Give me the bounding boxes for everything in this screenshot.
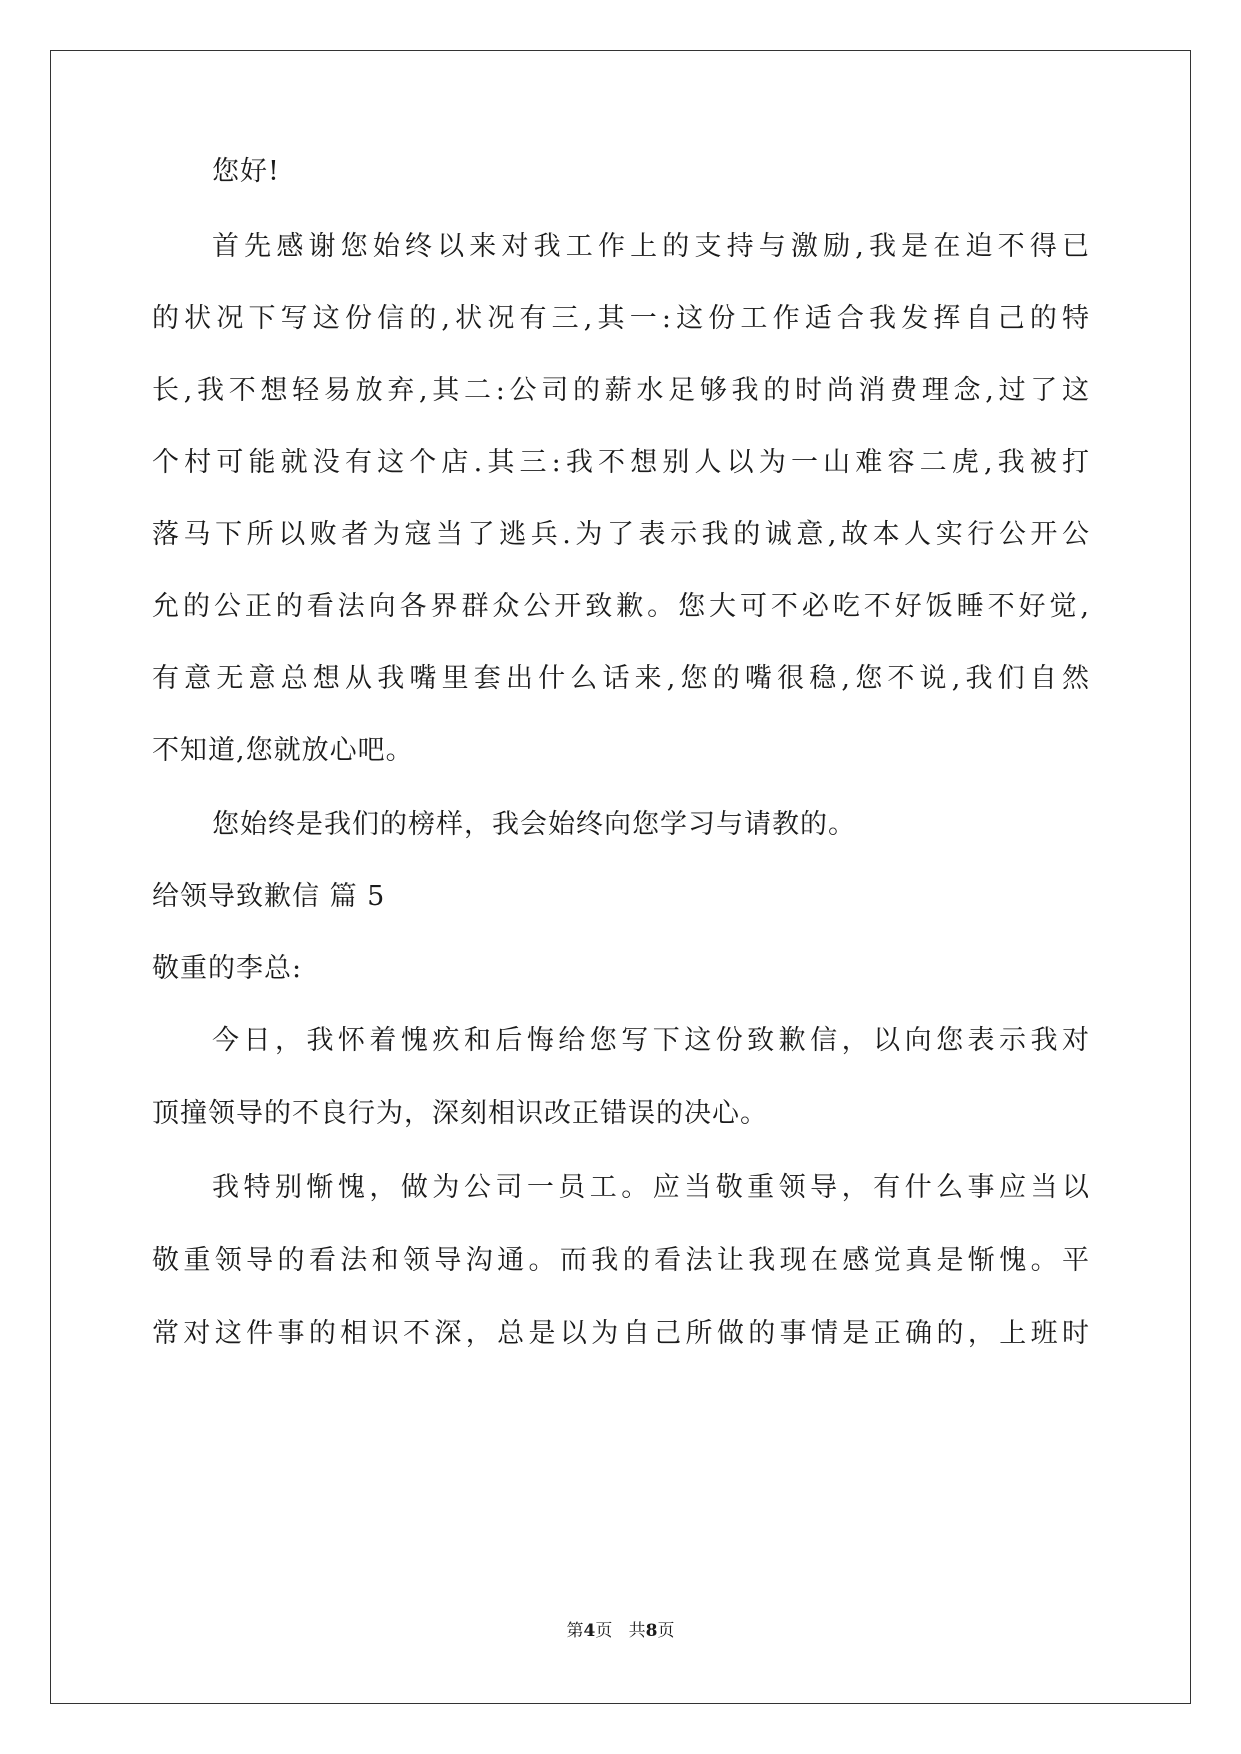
paragraph-line: 个村可能就没有这个店.其三:我不想别人以为一山难容二虎,我被打 (152, 447, 1090, 478)
paragraph-line: 允的公正的看法向各界群众公开致歉。您大可不必吃不好饭睡不好觉, (152, 591, 1090, 622)
paragraph-line: 敬重领导的看法和领导沟通。而我的看法让我现在感觉真是惭愧。平 (152, 1245, 1090, 1276)
salutation-line: 敬重的李总: (152, 953, 303, 984)
paragraph-line: 今日，我怀着愧疚和后悔给您写下这份致歉信，以向您表示我对 (212, 1025, 1090, 1056)
paragraph-line: 有意无意总想从我嘴里套出什么话来,您的嘴很稳,您不说,我们自然 (152, 663, 1090, 694)
paragraph-line: 落马下所以败者为寇当了逃兵.为了表示我的诚意,故本人实行公开公 (152, 519, 1090, 550)
paragraph-line: 我特别惭愧，做为公司一员工。应当敬重领导，有什么事应当以 (212, 1172, 1090, 1203)
paragraph-line: 长,我不想轻易放弃,其二:公司的薪水足够我的时尚消费理念,过了这 (152, 375, 1090, 406)
page-border (50, 50, 1191, 1704)
footer-page-prefix: 第 (566, 1621, 584, 1641)
footer-page-suffix: 页 (657, 1621, 675, 1641)
paragraph-line: 顶撞领导的不良行为，深刻相识改正错误的决心。 (152, 1098, 768, 1129)
greeting-line: 您好! (212, 156, 280, 187)
paragraph-line: 首先感谢您始终以来对我工作上的支持与激励,我是在迫不得已 (212, 231, 1090, 262)
paragraph-line: 的状况下写这份信的,状况有三,其一:这份工作适合我发挥自己的特 (152, 303, 1090, 334)
paragraph-line: 常对这件事的相识不深，总是以为自己所做的事情是正确的，上班时 (152, 1318, 1090, 1349)
paragraph-line: 您始终是我们的榜样，我会始终向您学习与请教的。 (212, 809, 856, 840)
footer-page-current: 4 (583, 1621, 596, 1641)
paragraph-line: 不知道,您就放心吧。 (152, 735, 414, 766)
footer-page-total: 8 (645, 1621, 658, 1641)
page-number-footer (0, 1620, 1241, 1642)
section-heading: 给领导致歉信 篇 5 (152, 881, 386, 912)
footer-page-mid: 页 共 (595, 1621, 646, 1641)
